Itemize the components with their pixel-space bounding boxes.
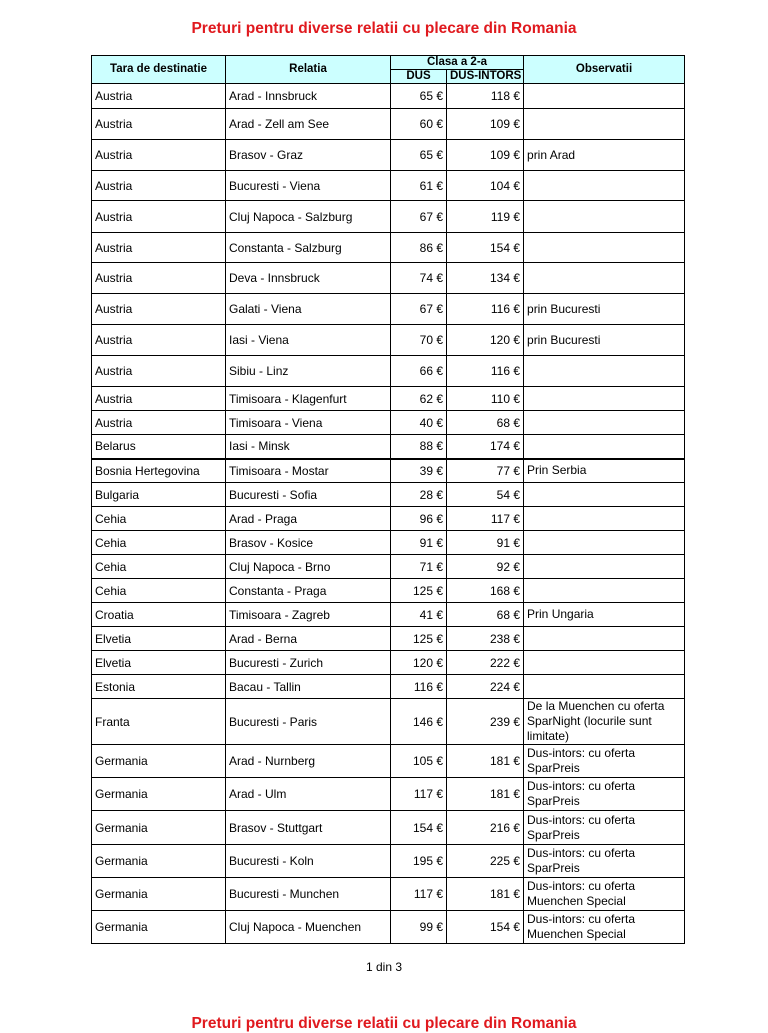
cell-return: 222 € [447, 651, 524, 675]
table-row [92, 579, 685, 603]
cell-one-way: 125 € [391, 627, 447, 651]
cell-country: Austria [92, 356, 226, 387]
cell-return: 216 € [447, 811, 524, 845]
cell-return: 168 € [447, 579, 524, 603]
cell-return: 225 € [447, 845, 524, 878]
table-row [92, 263, 685, 294]
cell-country: Bulgaria [92, 483, 226, 507]
cell-notes [524, 201, 685, 233]
cell-notes [524, 356, 685, 387]
cell-return: 239 € [447, 699, 524, 745]
cell-one-way: 125 € [391, 579, 447, 603]
cell-one-way: 91 € [391, 531, 447, 555]
table-row [92, 233, 685, 263]
cell-return: 104 € [447, 171, 524, 201]
cell-route: Iasi - Viena [226, 325, 391, 356]
cell-route: Iasi - Minsk [226, 435, 391, 459]
table-row [92, 531, 685, 555]
cell-one-way: 117 € [391, 878, 447, 911]
cell-one-way: 67 € [391, 294, 447, 325]
cell-country: Austria [92, 109, 226, 140]
cell-country: Franta [92, 699, 226, 745]
cell-notes: prin Bucuresti [524, 294, 685, 325]
cell-notes: prin Arad [524, 140, 685, 171]
cell-one-way: 66 € [391, 356, 447, 387]
cell-one-way: 70 € [391, 325, 447, 356]
cell-country: Cehia [92, 579, 226, 603]
cell-country: Austria [92, 140, 226, 171]
cell-notes [524, 387, 685, 411]
cell-country: Cehia [92, 555, 226, 579]
cell-country: Austria [92, 325, 226, 356]
table-row [92, 140, 685, 171]
table-row [92, 627, 685, 651]
cell-return: 154 € [447, 233, 524, 263]
cell-one-way: 117 € [391, 778, 447, 811]
table-row [92, 171, 685, 201]
cell-one-way: 40 € [391, 411, 447, 435]
cell-route: Arad - Ulm [226, 778, 391, 811]
cell-route: Bucuresti - Sofia [226, 483, 391, 507]
cell-route: Arad - Nurnberg [226, 745, 391, 778]
cell-route: Cluj Napoca - Brno [226, 555, 391, 579]
table-row [92, 201, 685, 233]
cell-country: Germania [92, 878, 226, 911]
table-row [92, 845, 685, 878]
cell-country: Austria [92, 294, 226, 325]
cell-notes: Prin Serbia [524, 459, 685, 483]
cell-notes [524, 263, 685, 294]
table-row [92, 878, 685, 911]
cell-notes [524, 411, 685, 435]
cell-notes: prin Bucuresti [524, 325, 685, 356]
header-class-group: Clasa a 2-a [391, 56, 524, 70]
cell-one-way: 61 € [391, 171, 447, 201]
header-route: Relatia [226, 56, 391, 84]
cell-route: Cluj Napoca - Muenchen [226, 911, 391, 944]
cell-one-way: 28 € [391, 483, 447, 507]
cell-route: Sibiu - Linz [226, 356, 391, 387]
cell-route: Galati - Viena [226, 294, 391, 325]
cell-country: Cehia [92, 531, 226, 555]
cell-country: Cehia [92, 507, 226, 531]
table-row [92, 811, 685, 845]
table-row [92, 459, 685, 483]
cell-notes: Dus-intors: cu oferta SparPreis [524, 845, 685, 878]
cell-notes [524, 675, 685, 699]
cell-notes [524, 531, 685, 555]
cell-route: Cluj Napoca - Salzburg [226, 201, 391, 233]
cell-return: 120 € [447, 325, 524, 356]
cell-return: 117 € [447, 507, 524, 531]
cell-one-way: 71 € [391, 555, 447, 579]
header-notes: Observatii [524, 56, 685, 84]
cell-one-way: 88 € [391, 435, 447, 459]
cell-return: 68 € [447, 603, 524, 627]
cell-notes: Dus-intors: cu oferta SparPreis [524, 811, 685, 845]
cell-one-way: 154 € [391, 811, 447, 845]
cell-return: 181 € [447, 778, 524, 811]
cell-country: Elvetia [92, 627, 226, 651]
table-row [92, 356, 685, 387]
table-row [92, 507, 685, 531]
cell-notes [524, 233, 685, 263]
cell-return: 118 € [447, 84, 524, 109]
header-one-way: DUS [391, 70, 447, 84]
cell-notes: Dus-intors: cu oferta Muenchen Special [524, 878, 685, 911]
cell-route: Bucuresti - Koln [226, 845, 391, 878]
cell-return: 134 € [447, 263, 524, 294]
cell-route: Arad - Innsbruck [226, 84, 391, 109]
cell-return: 68 € [447, 411, 524, 435]
cell-one-way: 39 € [391, 459, 447, 483]
cell-route: Constanta - Praga [226, 579, 391, 603]
cell-notes [524, 507, 685, 531]
next-page-title: Preturi pentru diverse relatii cu plecare din Romania [191, 1015, 577, 1032]
cell-notes [524, 627, 685, 651]
table-row [92, 603, 685, 627]
cell-country: Austria [92, 263, 226, 294]
cell-country: Estonia [92, 675, 226, 699]
cell-return: 181 € [447, 878, 524, 911]
cell-country: Austria [92, 233, 226, 263]
table-row [92, 483, 685, 507]
cell-one-way: 116 € [391, 675, 447, 699]
header-return: DUS-INTORS [447, 70, 524, 84]
table-row [92, 745, 685, 778]
cell-country: Austria [92, 84, 226, 109]
cell-one-way: 96 € [391, 507, 447, 531]
cell-notes [524, 651, 685, 675]
cell-one-way: 146 € [391, 699, 447, 745]
cell-one-way: 195 € [391, 845, 447, 878]
cell-route: Arad - Zell am See [226, 109, 391, 140]
cell-country: Croatia [92, 603, 226, 627]
table-row [92, 778, 685, 811]
cell-notes [524, 435, 685, 459]
cell-one-way: 86 € [391, 233, 447, 263]
cell-one-way: 65 € [391, 140, 447, 171]
cell-country: Austria [92, 411, 226, 435]
cell-country: Germania [92, 745, 226, 778]
cell-country: Germania [92, 778, 226, 811]
cell-country: Austria [92, 201, 226, 233]
cell-return: 116 € [447, 294, 524, 325]
cell-route: Arad - Praga [226, 507, 391, 531]
table-row [92, 411, 685, 435]
cell-return: 91 € [447, 531, 524, 555]
cell-one-way: 67 € [391, 201, 447, 233]
cell-notes: Dus-intors: cu oferta SparPreis [524, 745, 685, 778]
price-table [91, 55, 685, 944]
cell-notes [524, 555, 685, 579]
cell-notes [524, 84, 685, 109]
cell-one-way: 41 € [391, 603, 447, 627]
table-row [92, 387, 685, 411]
cell-return: 119 € [447, 201, 524, 233]
cell-country: Bosnia Hertegovina [92, 459, 226, 483]
cell-route: Bacau - Tallin [226, 675, 391, 699]
cell-country: Germania [92, 845, 226, 878]
cell-country: Austria [92, 387, 226, 411]
table-row [92, 675, 685, 699]
cell-country: Germania [92, 911, 226, 944]
cell-return: 174 € [447, 435, 524, 459]
cell-one-way: 99 € [391, 911, 447, 944]
cell-one-way: 120 € [391, 651, 447, 675]
cell-one-way: 62 € [391, 387, 447, 411]
cell-route: Brasov - Graz [226, 140, 391, 171]
table-row [92, 84, 685, 109]
cell-route: Bucuresti - Paris [226, 699, 391, 745]
cell-country: Austria [92, 171, 226, 201]
cell-return: 224 € [447, 675, 524, 699]
cell-one-way: 60 € [391, 109, 447, 140]
cell-return: 109 € [447, 140, 524, 171]
cell-route: Brasov - Stuttgart [226, 811, 391, 845]
cell-one-way: 74 € [391, 263, 447, 294]
cell-return: 109 € [447, 109, 524, 140]
cell-return: 116 € [447, 356, 524, 387]
cell-country: Belarus [92, 435, 226, 459]
cell-notes: De la Muenchen cu oferta SparNight (locurile sunt limitate) [524, 699, 685, 745]
cell-route: Timisoara - Zagreb [226, 603, 391, 627]
page-number: 1 din 3 [365, 960, 403, 974]
table-row [92, 435, 685, 459]
cell-notes [524, 109, 685, 140]
table-row [92, 294, 685, 325]
cell-route: Timisoara - Klagenfurt [226, 387, 391, 411]
cell-route: Bucuresti - Zurich [226, 651, 391, 675]
table-row [92, 109, 685, 140]
cell-return: 110 € [447, 387, 524, 411]
cell-route: Bucuresti - Viena [226, 171, 391, 201]
cell-route: Timisoara - Mostar [226, 459, 391, 483]
header-country: Tara de destinatie [92, 56, 226, 84]
cell-notes: Dus-intors: cu oferta Muenchen Special [524, 911, 685, 944]
cell-route: Brasov - Kosice [226, 531, 391, 555]
cell-notes [524, 171, 685, 201]
cell-return: 181 € [447, 745, 524, 778]
cell-notes [524, 579, 685, 603]
cell-notes: Prin Ungaria [524, 603, 685, 627]
cell-return: 154 € [447, 911, 524, 944]
cell-country: Germania [92, 811, 226, 845]
cell-notes: Dus-intors: cu oferta SparPreis [524, 778, 685, 811]
cell-return: 92 € [447, 555, 524, 579]
cell-route: Deva - Innsbruck [226, 263, 391, 294]
cell-route: Bucuresti - Munchen [226, 878, 391, 911]
cell-route: Timisoara - Viena [226, 411, 391, 435]
cell-notes [524, 483, 685, 507]
table-row [92, 325, 685, 356]
cell-return: 54 € [447, 483, 524, 507]
cell-one-way: 65 € [391, 84, 447, 109]
cell-route: Arad - Berna [226, 627, 391, 651]
table-row [92, 555, 685, 579]
cell-return: 77 € [447, 459, 524, 483]
table-body [92, 84, 685, 944]
cell-country: Elvetia [92, 651, 226, 675]
page-title: Preturi pentru diverse relatii cu plecare din Romania [191, 20, 577, 37]
cell-one-way: 105 € [391, 745, 447, 778]
table-row [92, 911, 685, 944]
table-row [92, 651, 685, 675]
table-row [92, 699, 685, 745]
cell-route: Constanta - Salzburg [226, 233, 391, 263]
cell-return: 238 € [447, 627, 524, 651]
